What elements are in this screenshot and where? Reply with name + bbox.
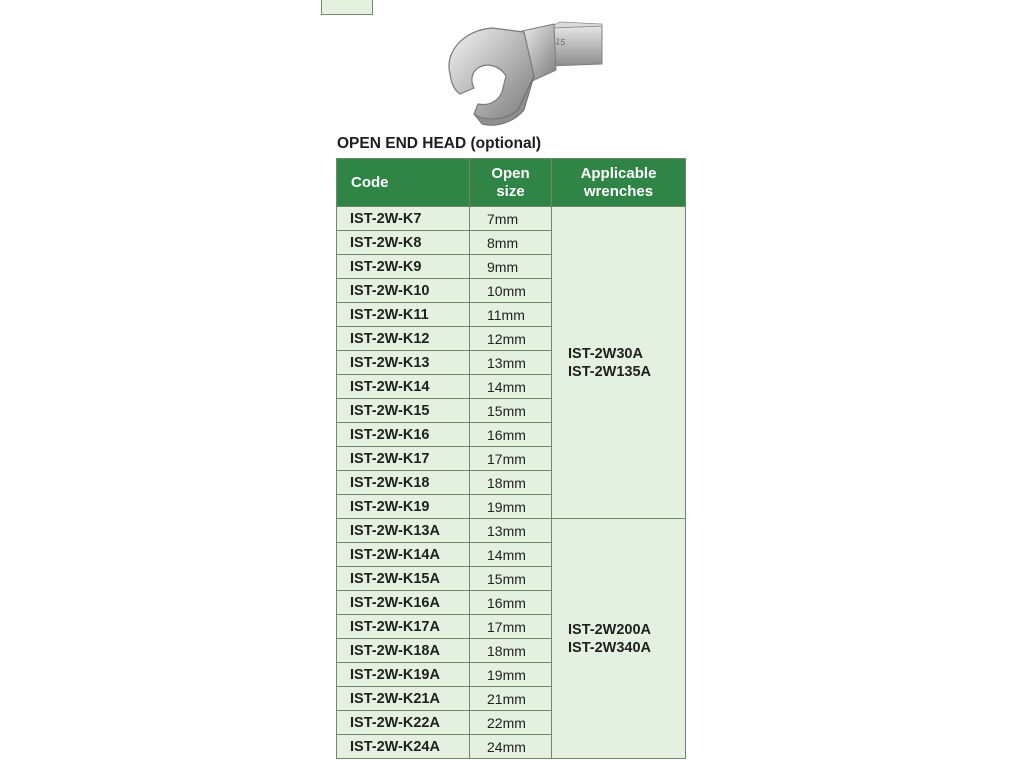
table-row — [337, 519, 686, 543]
open-size-cell: 18mm — [470, 639, 552, 663]
open-size-cell: 15mm — [470, 567, 552, 591]
wrench-model: IST-2W30A — [568, 345, 643, 362]
table-body — [337, 207, 686, 759]
code-cell: IST-2W-K11 — [337, 303, 470, 327]
code-cell: IST-2W-K8 — [337, 231, 470, 255]
wrench-engraving: 15 — [554, 36, 567, 48]
open-size-cell: 19mm — [470, 495, 552, 519]
open-size-cell: 8mm — [470, 231, 552, 255]
code-cell: IST-2W-K15A — [337, 567, 470, 591]
open-size-cell: 21mm — [470, 687, 552, 711]
open-end-wrench-head-icon — [430, 14, 605, 134]
code-cell: IST-2W-K19A — [337, 663, 470, 687]
open-size-cell: 10mm — [470, 279, 552, 303]
code-cell: IST-2W-K13 — [337, 351, 470, 375]
corner-box — [321, 0, 373, 15]
open-size-cell: 18mm — [470, 471, 552, 495]
applicable-wrenches-cell — [552, 207, 686, 519]
code-cell: IST-2W-K21A — [337, 687, 470, 711]
open-size-cell: 15mm — [470, 399, 552, 423]
code-cell: IST-2W-K19 — [337, 495, 470, 519]
open-size-cell: 16mm — [470, 423, 552, 447]
code-cell: IST-2W-K16A — [337, 591, 470, 615]
code-cell: IST-2W-K7 — [337, 207, 470, 231]
code-cell: IST-2W-K18 — [337, 471, 470, 495]
open-size-cell: 17mm — [470, 615, 552, 639]
code-cell: IST-2W-K17A — [337, 615, 470, 639]
open-size-cell: 11mm — [470, 303, 552, 327]
wrench-model: IST-2W340A — [568, 639, 651, 656]
applicable-wrenches-cell — [552, 519, 686, 759]
product-image — [430, 14, 605, 134]
wrench-model: IST-2W135A — [568, 363, 651, 380]
open-size-cell: 7mm — [470, 207, 552, 231]
open-size-cell: 22mm — [470, 711, 552, 735]
code-cell: IST-2W-K10 — [337, 279, 470, 303]
open-size-cell: 24mm — [470, 735, 552, 759]
spec-table — [336, 158, 686, 759]
code-cell: IST-2W-K24A — [337, 735, 470, 759]
open-size-header — [470, 159, 552, 207]
open-size-cell: 19mm — [470, 663, 552, 687]
table-row — [337, 207, 686, 231]
code-cell: IST-2W-K22A — [337, 711, 470, 735]
code-cell: IST-2W-K18A — [337, 639, 470, 663]
open-size-cell: 12mm — [470, 327, 552, 351]
code-cell: IST-2W-K13A — [337, 519, 470, 543]
code-cell: IST-2W-K12 — [337, 327, 470, 351]
open-size-header-line1: Open — [491, 164, 530, 182]
open-size-cell: 13mm — [470, 519, 552, 543]
code-cell: IST-2W-K16 — [337, 423, 470, 447]
open-size-header-line2: size — [496, 182, 525, 200]
wrenches-header-line1: Applicable — [580, 164, 657, 182]
code-cell: IST-2W-K14 — [337, 375, 470, 399]
header-row — [337, 159, 686, 207]
code-cell: IST-2W-K17 — [337, 447, 470, 471]
wrench-model: IST-2W200A — [568, 621, 651, 638]
open-size-cell: 14mm — [470, 375, 552, 399]
open-size-cell: 14mm — [470, 543, 552, 567]
code-cell: IST-2W-K9 — [337, 255, 470, 279]
code-cell: IST-2W-K15 — [337, 399, 470, 423]
code-header: Code — [337, 159, 470, 207]
open-size-cell: 13mm — [470, 351, 552, 375]
wrenches-header-line2: wrenches — [583, 182, 654, 200]
code-cell: IST-2W-K14A — [337, 543, 470, 567]
open-size-cell: 9mm — [470, 255, 552, 279]
open-size-cell: 16mm — [470, 591, 552, 615]
page-title: OPEN END HEAD (optional) — [337, 135, 542, 152]
open-size-cell: 17mm — [470, 447, 552, 471]
wrenches-header — [552, 159, 686, 207]
